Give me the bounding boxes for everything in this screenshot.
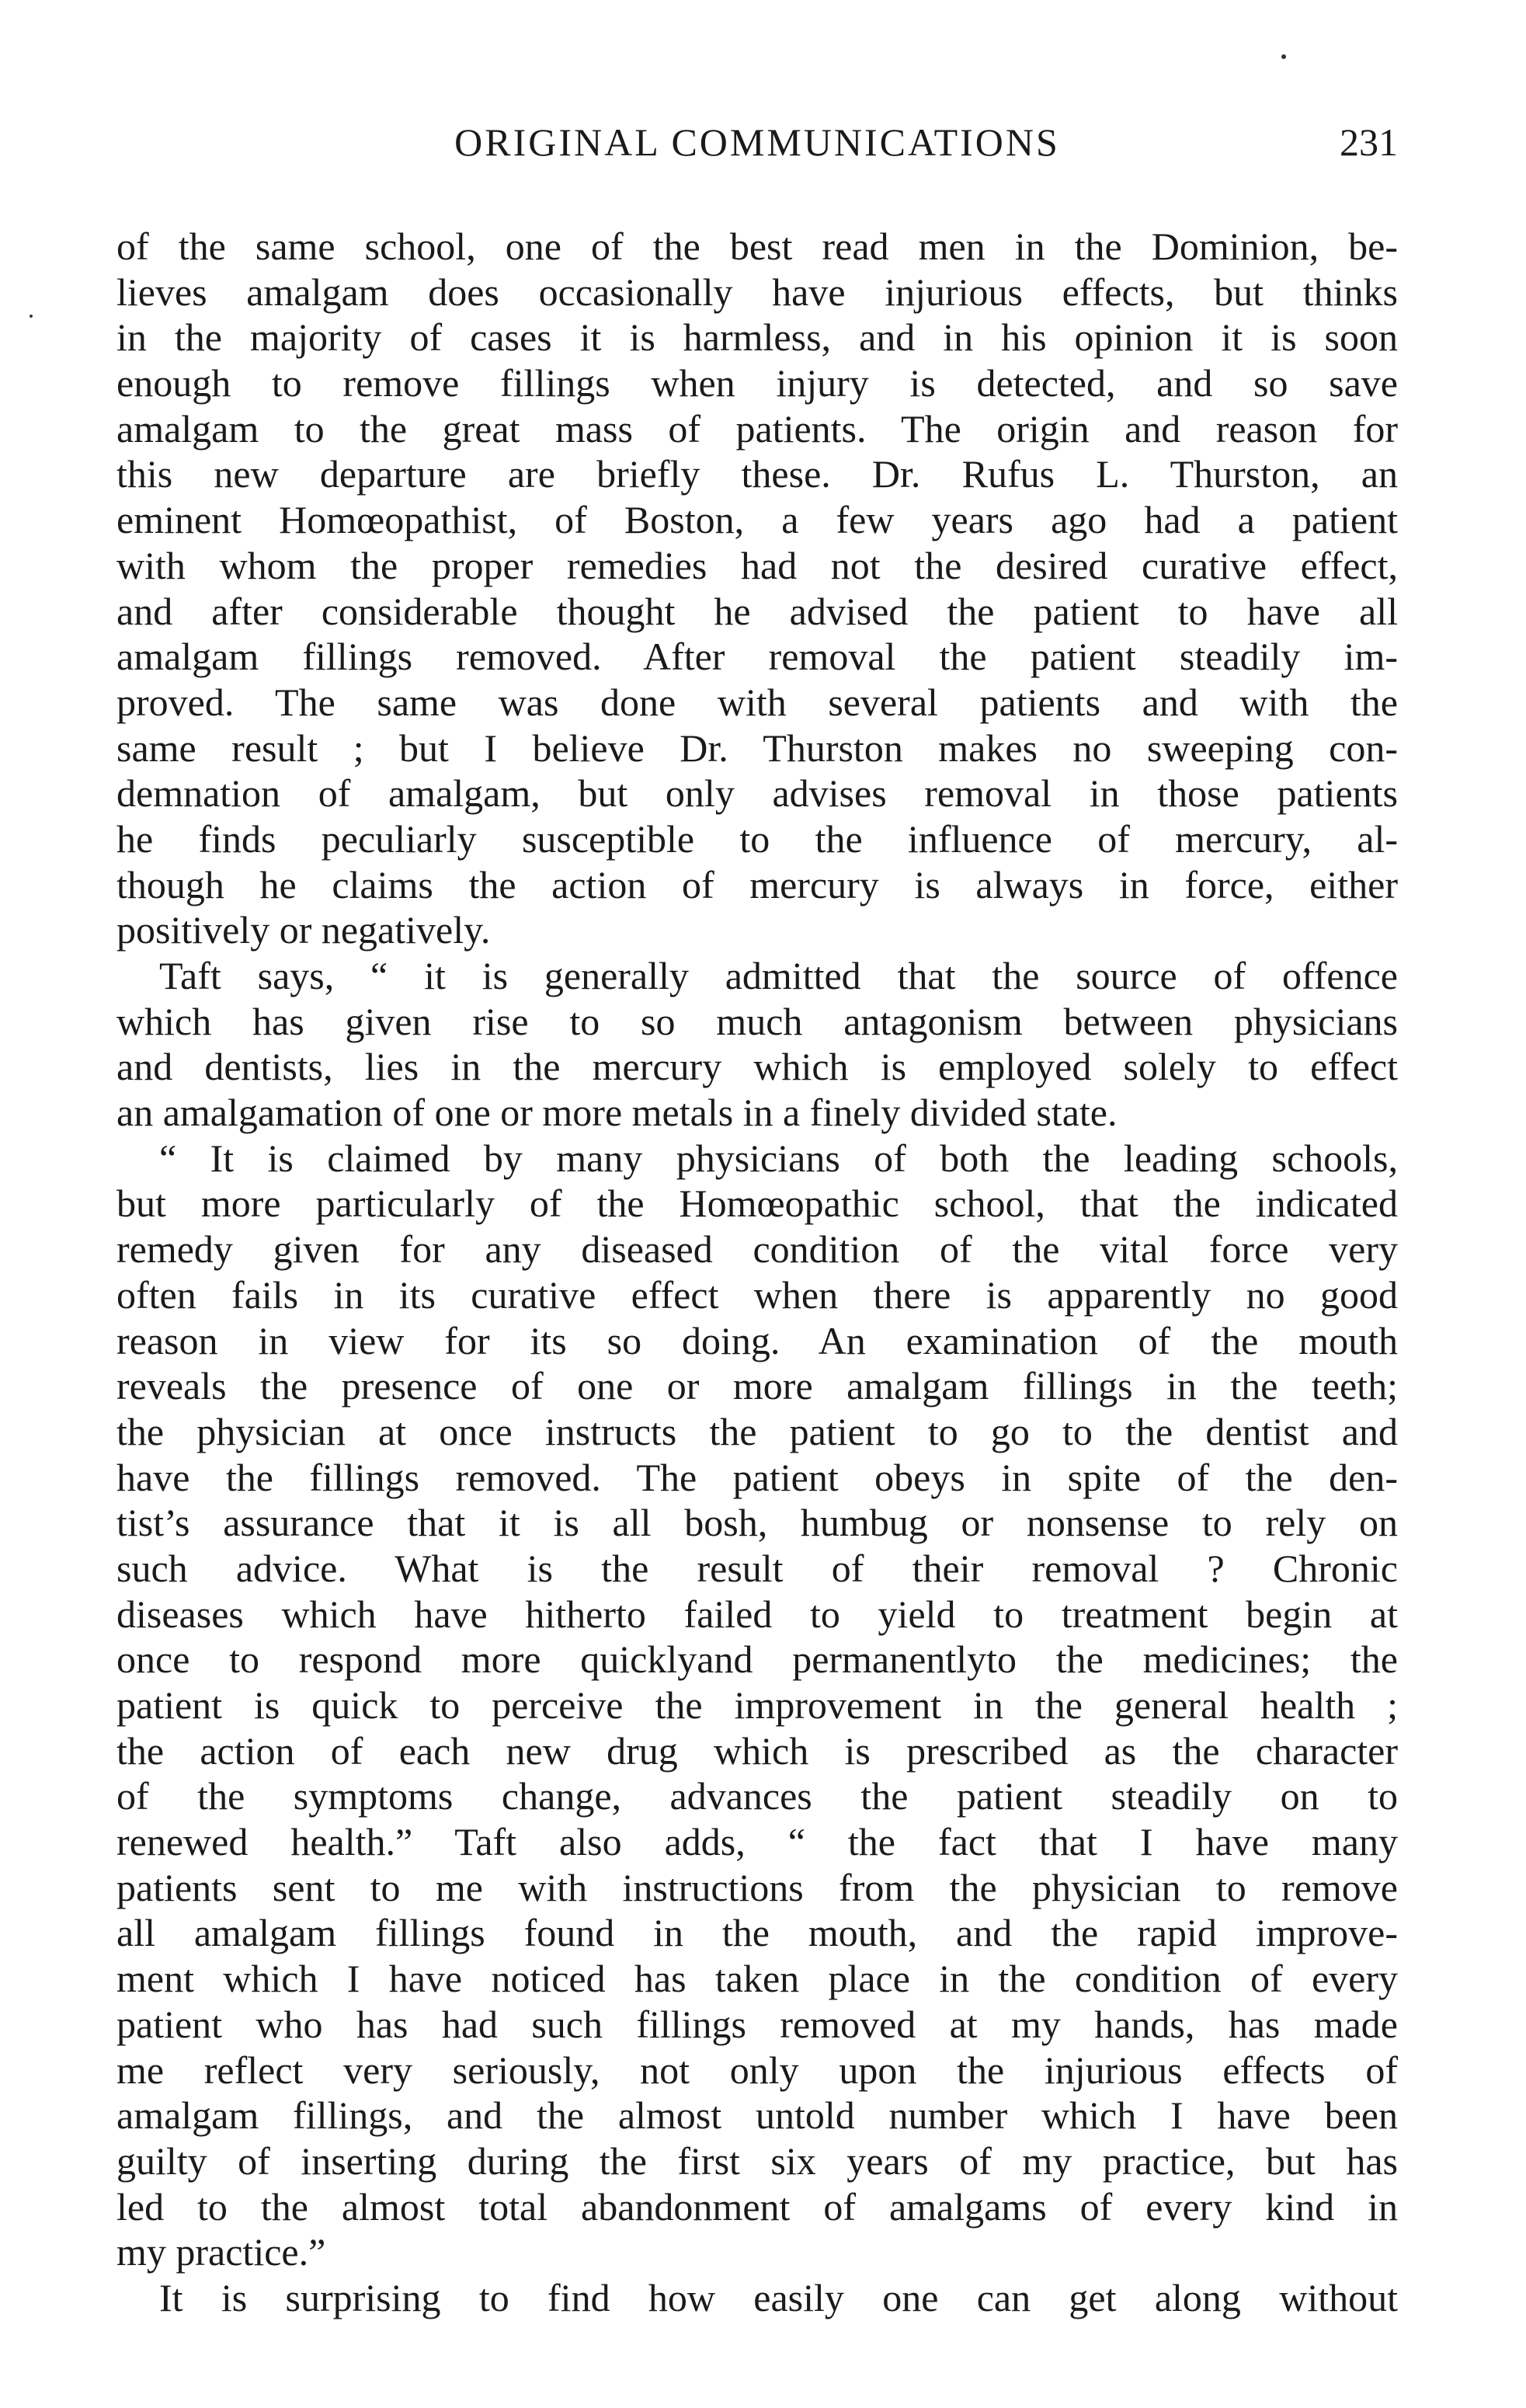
text-line: diseases which have hitherto failed to yield to treatment begin at bbox=[116, 1592, 1398, 1636]
text-line: with whom the proper remedies had not the desired curative effect, bbox=[116, 543, 1398, 587]
text-line: he finds peculiarly susceptible to the influence of mercury, al- bbox=[116, 816, 1398, 861]
text-line: reveals the presence of one or more amalgam fillings in the teeth; bbox=[116, 1364, 1398, 1408]
text-line: eminent Homœopathist, of Boston, a few years ago had a patient bbox=[116, 498, 1398, 542]
text-line: enough to remove fillings when injury is detected, and so save bbox=[116, 361, 1398, 405]
page-number: 231 bbox=[1340, 120, 1398, 164]
text-line: of the symptoms change, advances the patient steadily on to bbox=[116, 1774, 1398, 1818]
text-line: led to the almost total abandonment of amalgams of every kind in bbox=[116, 2184, 1398, 2229]
text-line: this new departure are briefly these. Dr. Rufus L. Thurston, an bbox=[116, 452, 1398, 496]
text-line: an amalgamation of one or more metals in a finely divided state. bbox=[116, 1091, 1118, 1135]
text-line: proved. The same was done with several patients and with the bbox=[116, 680, 1398, 724]
text-line: though he claims the action of mercury is always in force, either bbox=[116, 862, 1398, 906]
text-line: amalgam fillings, and the almost untold number which I have been bbox=[116, 2093, 1398, 2138]
text-line: same result ; but I believe Dr. Thurston makes no sweeping con- bbox=[116, 726, 1398, 770]
text-line: lieves amalgam does occasionally have injurious effects, but thinks bbox=[116, 270, 1398, 314]
running-head bbox=[116, 115, 1398, 169]
text-line: of the same school, one of the best read men in the Dominion, be- bbox=[116, 224, 1398, 268]
text-line: positively or negatively. bbox=[116, 908, 491, 952]
ink-speck-mark bbox=[30, 315, 33, 318]
text-line: patients sent to me with instructions from the physician to remove bbox=[116, 1865, 1398, 1909]
text-line: patient is quick to perceive the improvement in the general health ; bbox=[116, 1683, 1398, 1727]
text-line: It is surprising to find how easily one can get along without bbox=[159, 2275, 1398, 2319]
text-line: such advice. What is the result of their removal ? Chronic bbox=[116, 1546, 1398, 1590]
text-line: all amalgam fillings found in the mouth, and the rapid improve- bbox=[116, 1911, 1398, 1955]
text-line: tist’s assurance that it is all bosh, humbug or nonsense to rely on bbox=[116, 1501, 1398, 1545]
text-line: my practice.” bbox=[116, 2230, 326, 2274]
text-line: patient who has had such fillings removed at my hands, has made bbox=[116, 2002, 1398, 2046]
text-line: amalgam to the great mass of patients. The origin and reason for bbox=[116, 406, 1398, 451]
text-line: me reflect very seriously, not only upon the injurious effects of bbox=[116, 2048, 1398, 2092]
text-line: often fails in its curative effect when there is apparently no good bbox=[116, 1272, 1398, 1317]
text-line: and dentists, lies in the mercury which is employed solely to effect bbox=[116, 1045, 1398, 1089]
text-line: and after considerable thought he advised the patient to have all bbox=[116, 589, 1398, 633]
text-line: in the majority of cases it is harmless, and in his opinion it is soon bbox=[116, 315, 1398, 360]
text-line: ment which I have noticed has taken place in the condition of every bbox=[116, 1957, 1398, 2001]
running-title: ORIGINAL COMMUNICATIONS bbox=[454, 120, 1060, 164]
text-line: Taft says, “ it is generally admitted that the source of offence bbox=[159, 954, 1398, 997]
ink-speck-mark bbox=[1281, 54, 1286, 59]
text-line: once to respond more quicklyand permanentlyto the medicines; the bbox=[116, 1637, 1398, 1682]
text-line: amalgam fillings removed. After removal the patient steadily im- bbox=[116, 635, 1398, 679]
text-line: but more particularly of the Homœopathic school, that the indicated bbox=[116, 1181, 1398, 1226]
body-text bbox=[116, 224, 1398, 2321]
text-line: the action of each new drug which is prescribed as the character bbox=[116, 1728, 1398, 1773]
text-line: have the fillings removed. The patient obeys in spite of the den- bbox=[116, 1455, 1398, 1499]
text-line: which has given rise to so much antagonism between physicians bbox=[116, 999, 1398, 1043]
text-line: remedy given for any diseased condition of the vital force very bbox=[116, 1227, 1398, 1272]
text-line: reason in view for its so doing. An examination of the mouth bbox=[116, 1318, 1398, 1362]
text-line: renewed health.” Taft also adds, “ the fact that I have many bbox=[116, 1820, 1398, 1864]
text-line: guilty of inserting during the first six years of my practice, but has bbox=[116, 2138, 1398, 2183]
text-line: “ It is claimed by many physicians of both the leading schools, bbox=[159, 1136, 1398, 1180]
text-line: demnation of amalgam, but only advises removal in those patients bbox=[116, 771, 1398, 816]
text-line: the physician at once instructs the patient to go to the dentist and bbox=[116, 1409, 1398, 1453]
